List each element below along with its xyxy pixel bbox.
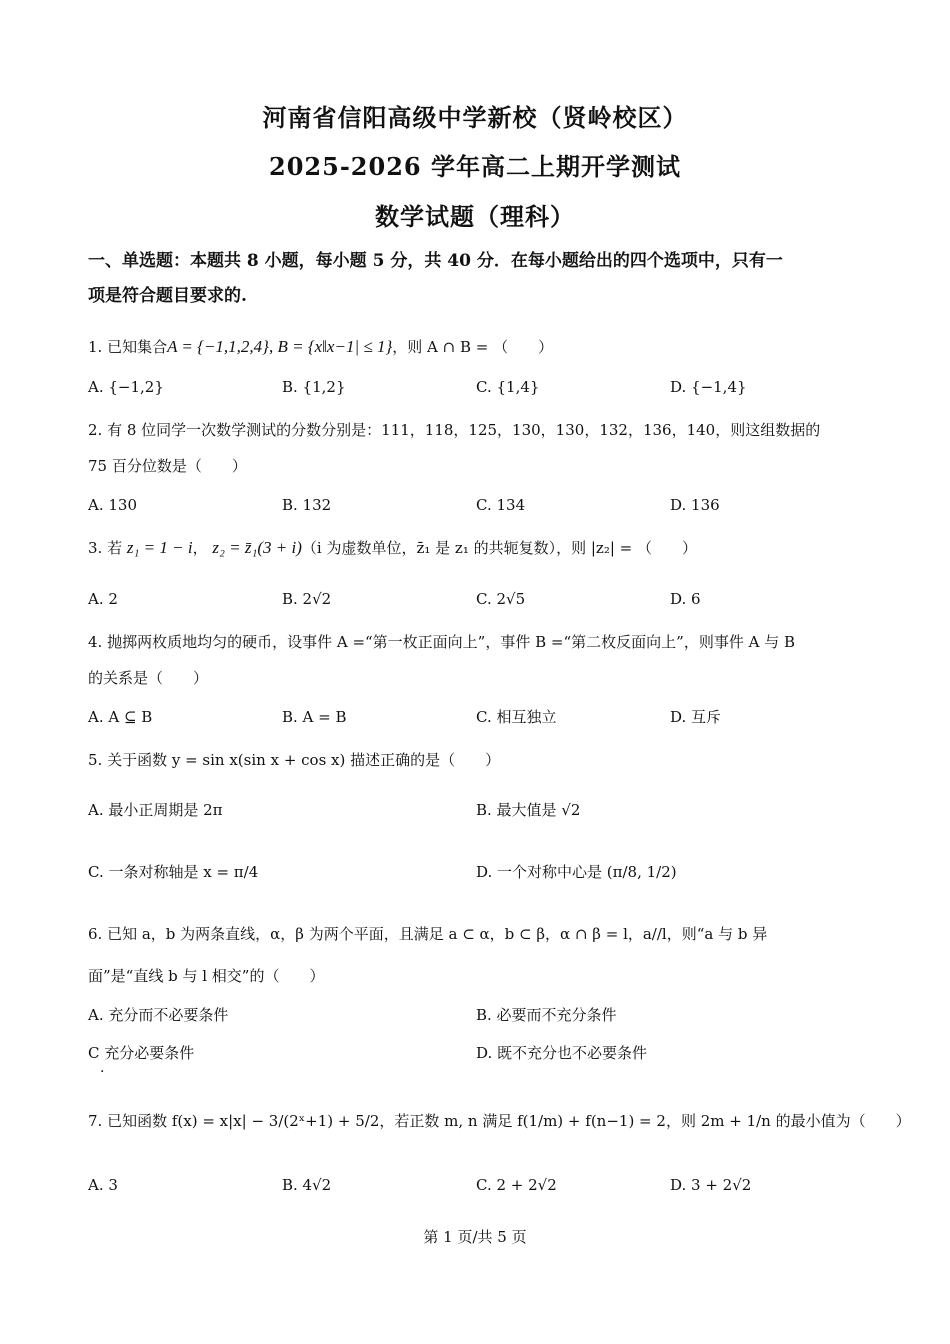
question-1-prefix: 1. 已知集合 bbox=[88, 338, 168, 356]
option-b: B. {1,2} bbox=[282, 378, 346, 396]
question-1-sets: A = {−1,1,2,4}, B = {x‖x−1| ≤ 1} bbox=[167, 337, 393, 356]
option-c: C 充分必要条件 bbox=[88, 1044, 195, 1062]
question-1-suffix: ，则 A ∩ B = （ ） bbox=[392, 338, 554, 356]
option-b: B. 4√2 bbox=[282, 1176, 332, 1194]
exam-title: 2025-2026 学年高二上期开学测试 bbox=[269, 152, 681, 181]
question-7-options bbox=[88, 1170, 878, 1200]
section-heading-line1: 一、单选题：本题共 8 小题，每小题 5 分，共 40 分．在每小题给出的四个选项中，只有一 bbox=[88, 251, 783, 271]
option-a: A. 3 bbox=[88, 1176, 118, 1194]
option-d: D. 一个对称中心是 (π/8, 1/2) bbox=[476, 863, 677, 881]
option-c: C. 一条对称轴是 x = π/4 bbox=[88, 863, 259, 881]
option-d: D. {−1,4} bbox=[670, 378, 747, 396]
question-6-options-row1 bbox=[88, 1000, 878, 1030]
question-1 bbox=[88, 329, 878, 365]
option-a: A. 充分而不必要条件 bbox=[88, 1006, 229, 1024]
option-d: D. 既不充分也不必要条件 bbox=[476, 1044, 648, 1062]
subject-title: 数学试题（理科） bbox=[375, 202, 575, 231]
question-2-line1: 2. 有 8 位同学一次数学测试的分数分别是：111，118，125，130，130，132，136，140，则这组数据的 bbox=[88, 421, 821, 439]
option-a: A. 130 bbox=[88, 496, 137, 514]
option-a: A. A ⊆ B bbox=[88, 708, 153, 726]
question-3-note: （i 为虚数单位，z̄₁ 是 z₁ 的共轭复数），则 |z₂| = （ ） bbox=[301, 539, 698, 557]
option-b: B. 必要而不充分条件 bbox=[476, 1006, 617, 1024]
school-title: 河南省信阳高级中学新校（贤岭校区） bbox=[262, 103, 688, 132]
question-6-line2: 面”是“直线 b 与 l 相交”的（ ） bbox=[88, 967, 325, 985]
option-a: A. {−1,2} bbox=[88, 378, 164, 396]
option-c: C. 相互独立 bbox=[476, 708, 557, 726]
question-5-options-row2 bbox=[88, 857, 878, 887]
option-d: D. 3 + 2√2 bbox=[670, 1176, 752, 1194]
page-number: 第 1 页/共 5 页 bbox=[423, 1228, 527, 1246]
option-c: C. {1,4} bbox=[476, 378, 540, 396]
option-b: B. 2√2 bbox=[282, 590, 332, 608]
question-5: 5. 关于函数 y = sin x(sin x + cos x) 描述正确的是（ ） bbox=[88, 751, 501, 769]
question-5-options-row1 bbox=[88, 795, 878, 825]
stray-dot: · bbox=[100, 1064, 105, 1080]
question-2-options bbox=[88, 490, 878, 520]
option-a: A. 最小正周期是 2π bbox=[88, 801, 223, 819]
question-4-line2: 的关系是（ ） bbox=[88, 669, 209, 687]
question-3: 3. 若 z₁ = 1 − i， z₂ = z̄₁(3 + i)（i 为虚数单位，z̄₁ 是 z₁ 的共轭复数），则 |z₂| = （ ） bbox=[88, 538, 698, 557]
question-4-options bbox=[88, 702, 878, 732]
question-3-options bbox=[88, 584, 878, 614]
option-a: A. 2 bbox=[88, 590, 118, 608]
question-2-line2: 75 百分位数是（ ） bbox=[88, 457, 247, 475]
question-4-line1: 4. 抛掷两枚质地均匀的硬币，设事件 A =“第一枚正面向上”，事件 B =“第二枚反面向上”，则事件 A 与 B bbox=[88, 633, 795, 651]
question-3-prefix: 3. 若 bbox=[88, 539, 123, 557]
option-c: C. 2√5 bbox=[476, 590, 526, 608]
option-d: D. 136 bbox=[670, 496, 720, 514]
option-b: B. A = B bbox=[282, 708, 347, 726]
option-d: D. 互斥 bbox=[670, 708, 722, 726]
option-b: B. 132 bbox=[282, 496, 332, 514]
question-6-options-row2 bbox=[88, 1038, 878, 1068]
option-c: C. 134 bbox=[476, 496, 526, 514]
section-heading-line2: 项是符合题目要求的. bbox=[88, 286, 247, 306]
question-1-options bbox=[88, 372, 878, 402]
question-6-line1: 6. 已知 a，b 为两条直线，α，β 为两个平面，且满足 a ⊂ α，b ⊂ β，α ∩ β = l，a//l，则“a 与 b 异 bbox=[88, 925, 768, 943]
question-3-z1: z₁ = 1 − i bbox=[126, 538, 193, 557]
option-b: B. 最大值是 √2 bbox=[476, 801, 581, 819]
option-c: C. 2 + 2√2 bbox=[476, 1176, 557, 1194]
option-d: D. 6 bbox=[670, 590, 701, 608]
question-3-z2: z₂ = z̄₁(3 + i) bbox=[212, 538, 302, 557]
question-7: 7. 已知函数 f(x) = x|x| − 3/(2ˣ+1) + 5/2，若正数 m, n 满足 f(1/m) + f(n−1) = 2，则 2m + 1/n 的最小值为（ ） bbox=[88, 1112, 911, 1130]
